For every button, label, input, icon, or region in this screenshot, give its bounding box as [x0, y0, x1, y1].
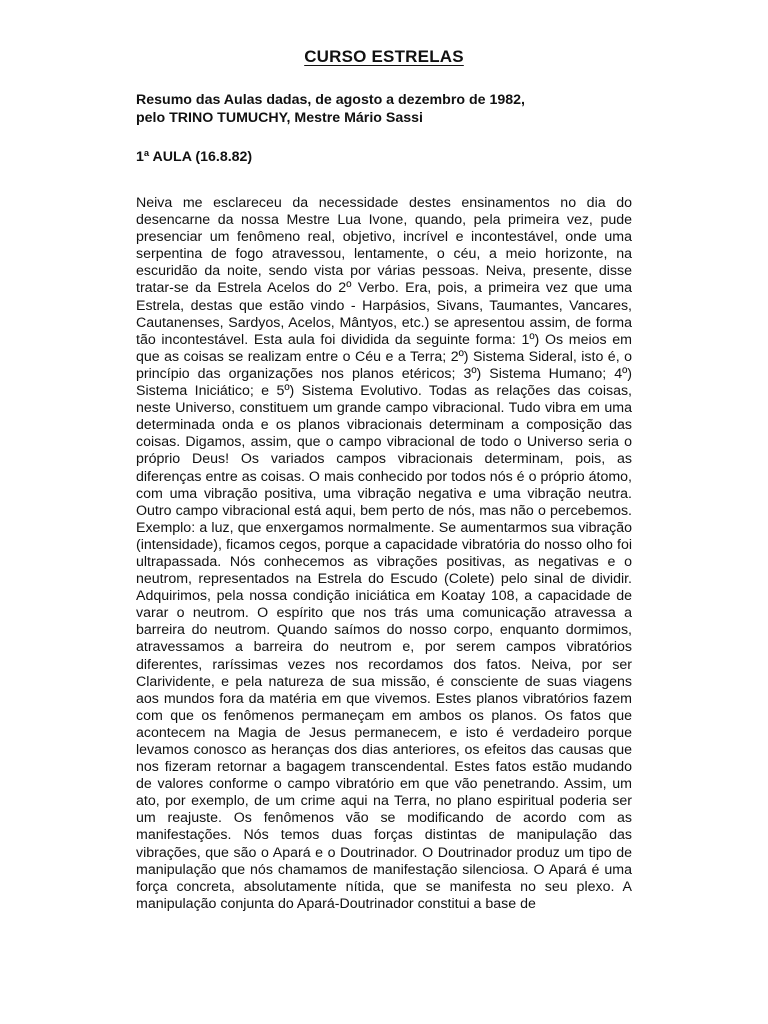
lesson-heading: 1ª AULA (16.8.82): [136, 149, 253, 165]
body-paragraph: Neiva me esclareceu da necessidade destes ensinamentos no dia do desencarne da nossa Mestre Lua Ivone, quando, pela primeira vez, pude presenciar um fenômeno real, objetivo, incrível e incontestável, onde uma serpentina de fogo atravessou, lentamente, o céu, a meio horizonte, na escuridão da noite, sendo vista por várias pessoas. Neiva, presente, disse tratar-se da Estrela Acelos do 2º Verbo. Era, pois, a primeira vez que uma Estrela, destas que estão vindo - Harpásios, Sivans, Taumantes, Vancares, Cautanenses, Sardyos, Acelos, Mântyos, etc.) se apresentou assim, de forma tão incontestável. Esta aula foi dividida da seguinte forma: 1º) Os meios em que as coisas se realizam entre o Céu e a Terra; 2º) Sistema Sideral, isto é, o princípio das organizações nos planos etéricos; 3º) Sistema Humano; 4º) Sistema Iniciático; e 5º) Sistema Evolutivo. Todas as relações das coisas, neste Universo, constituem um grande campo vibracional. Tudo vibra em uma determinada onda e os planos vibracionais determinam a composição das coisas. Digamos, assim, que o campo vibracional de todo o Universo seria o próprio Deus! Os variados campos vibracionais determinam, pois, as diferenças entre as coisas. O mais conhecido por todos nós é o próprio átomo, com uma vibração positiva, uma vibração negativa e uma vibração neutra. Outro campo vibracional está aqui, bem perto de nós, mas não o percebemos. Exemplo: a luz, que enxergamos normalmente. Se aumentarmos sua vibração (intensidade), ficamos cegos, porque a capacidade vibratória do nosso olho foi ultrapassada. Nós conhecemos as vibrações positivas, as negativas e o neutrom, representados na Estrela do Escudo (Colete) pelo sinal de dividir. Adquirimos, pela nossa condição iniciática em Koatay 108, a capacidade de varar o neutrom. O espírito que nos trás uma comunicação atravessa a barreira do neutrom. Quando saímos do nosso corpo, enquanto dormimos, atravessamos a barreira do neutrom e, por serem campos vibratórios diferentes, raríssimas vezes nos recordamos dos fatos. Neiva, por ser Clarividente, e pela natureza de sua missão, é consciente de suas viagens aos mundos fora da matéria em que vivemos. Estes planos vibratórios fazem com que os fenômenos permaneçam em ambos os planos. Os fatos que acontecem na Magia de Jesus permanecem, e isto é verdadeiro porque levamos conosco as heranças dos dias anteriores, os efeitos das causas que nos fizeram retornar a bagagem transcendental. Estes fatos estão mudando de valores conforme o campo vibratório em que vão penetrando. Assim, um ato, por exemplo, de um crime aqui na Terra, no plano espiritual poderia ser um reajuste. Os fenômenos vão se modificando de acordo com as manifestações. Nós temos duas forças distintas de manipulação das vibrações, que são o Apará e o Doutrinador. O Doutrinador produz um tipo de manipulação que nós chamamos de manifestação silenciosa. O Apará é uma força concreta, absolutamente nítida, que se manifesta no seu plexo. A manipulação conjunta do Apará-Doutrinador constitui a base de: [136, 195, 632, 912]
document-subtitle: [136, 91, 632, 127]
subtitle-line-1: Resumo das Aulas dadas, de agosto a dezembro de 1982,: [136, 92, 525, 108]
subtitle-line-2: pelo TRINO TUMUCHY, Mestre Mário Sassi: [136, 110, 423, 126]
document-title: CURSO ESTRELAS: [304, 47, 464, 66]
